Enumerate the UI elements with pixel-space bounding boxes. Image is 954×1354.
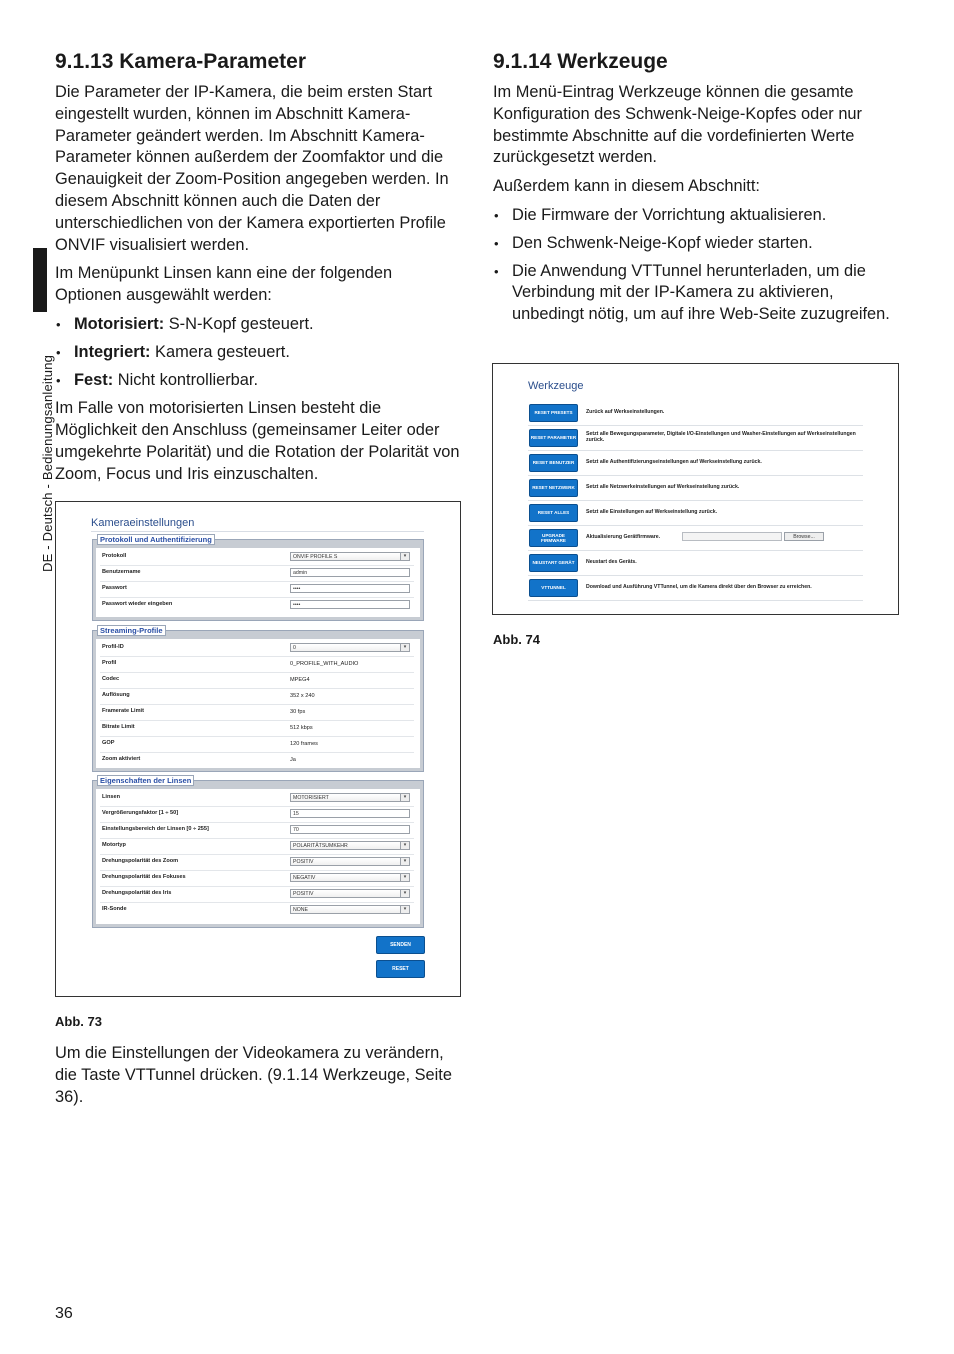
- left-column: [55, 48, 463, 493]
- paragraph-motorized-lens: Im Falle von motorisierten Linsen besteht die Möglichkeit den Anschluss (gemeinsamer Leiter oder umgekehrte Polarität) und die Rotation der Polarität von Zoom, Focus und Iris einzuschalten.: [55, 399, 460, 483]
- field-label: Zoom aktiviert: [102, 756, 141, 762]
- field-label: Motortyp: [102, 842, 126, 848]
- bullet-text: S-N-Kopf gesteuert.: [164, 314, 314, 333]
- protokoll-select[interactable]: [290, 552, 410, 561]
- bullet-text: Nicht kontrollierbar.: [113, 370, 259, 389]
- row-bitrate-limit: [100, 720, 414, 737]
- vttunnel-button[interactable]: VTTUNNEL: [529, 579, 578, 597]
- send-button[interactable]: SENDEN: [376, 936, 425, 954]
- select-value: ONVIF PROFILE S: [293, 554, 338, 560]
- field-value: 0_PROFILE_WITH_AUDIO: [290, 661, 359, 667]
- page-number: 36: [55, 1305, 73, 1322]
- row-ir-sonde: [100, 902, 414, 918]
- field-value: 30 fps: [290, 709, 306, 715]
- row-profil-id: [100, 640, 414, 657]
- row-framerate-limit: [100, 704, 414, 721]
- select-value: NEGATIV: [293, 875, 316, 881]
- browse-button[interactable]: Browse...: [784, 532, 824, 541]
- tool-description: Zurück auf Werkseinstellungen.: [586, 409, 665, 415]
- passwort-input[interactable]: ••••: [290, 584, 410, 593]
- row-benutzername: [100, 565, 414, 582]
- bullet-text: Kamera gesteuert.: [150, 342, 290, 361]
- tool-row-neustart-geraet: [528, 551, 863, 576]
- tool-row-reset-presets: [528, 401, 863, 426]
- tool-row-vttunnel: [528, 576, 863, 601]
- row-passwort-wiederholen: [100, 597, 414, 613]
- chevron-down-icon: ▾: [400, 906, 409, 913]
- tool-row-upgrade-firmware: [528, 526, 863, 551]
- reset-parameter-button[interactable]: RESET PARAMETER: [529, 429, 578, 447]
- select-value: POSITIV: [293, 891, 314, 897]
- group-body: [96, 548, 420, 617]
- list-item: • Die Firmware der Vorrichtung aktualisieren.: [493, 205, 901, 227]
- upgrade-firmware-button[interactable]: UPGRADE FIRMWARE: [529, 529, 578, 547]
- field-value: MPEG4: [290, 677, 310, 683]
- row-aufloesung: [100, 688, 414, 705]
- select-value: POLARITÄTSUMKEHR: [293, 843, 348, 849]
- chevron-down-icon: ▾: [400, 794, 409, 801]
- ir-sonde-select[interactable]: [290, 905, 410, 914]
- panel-title: Werkzeuge: [528, 380, 584, 392]
- motortyp-select[interactable]: [290, 841, 410, 850]
- tool-description: Neustart des Geräts.: [586, 559, 637, 565]
- tool-row-reset-netzwerk: [528, 476, 863, 501]
- row-polaritaet-fokus: [100, 870, 414, 887]
- figure-caption-74: Abb. 74: [493, 632, 540, 647]
- field-label: Passwort: [102, 585, 127, 591]
- polaritaet-iris-select[interactable]: [290, 889, 410, 898]
- paragraph-werkzeuge-more: Außerdem kann in diesem Abschnitt:: [493, 177, 760, 196]
- row-profil: [100, 656, 414, 673]
- group-body: [96, 789, 420, 924]
- passwort-confirm-input[interactable]: ••••: [290, 600, 410, 609]
- polaritaet-fokus-select[interactable]: [290, 873, 410, 882]
- figure-caption-73: Abb. 73: [55, 1014, 102, 1029]
- linsen-select[interactable]: [290, 793, 410, 802]
- section-heading-kamera-parameter: 9.1.13 Kamera-Parameter: [55, 50, 306, 73]
- field-label: Profil-ID: [102, 644, 124, 650]
- paragraph-werkzeuge-intro: Im Menü-Eintrag Werkzeuge können die gesamte Konfiguration des Schwenk-Neige-Kopfes oder nur bestimmte Abschnitte auf die vordefinierten Werte zurückgesetzt werden.: [493, 83, 863, 167]
- field-label: Benutzername: [102, 569, 141, 575]
- row-linsen: [100, 790, 414, 807]
- bullet-term: Integriert:: [74, 342, 151, 361]
- field-value: 512 kbps: [290, 725, 313, 731]
- list-item: [55, 314, 463, 336]
- tool-description: Download und Ausführung VTTunnel, um die Kamera direkt über den Browser zu erreichen.: [586, 584, 812, 590]
- linsen-option-list: [55, 314, 463, 391]
- tool-description: Setzt alle Authentifizierungseinstellungen auf Werkseinstellung zurück.: [586, 459, 762, 465]
- list-item: • Den Schwenk-Neige-Kopf wieder starten.: [493, 233, 901, 255]
- list-item: [55, 342, 463, 364]
- firmware-file-input[interactable]: [682, 532, 782, 541]
- werkzeuge-feature-list: [493, 205, 901, 326]
- tool-description: Setzt alle Netzwerkeinstellungen auf Werkseinstellung zurück.: [586, 484, 740, 490]
- figure-werkzeuge: [492, 363, 899, 615]
- field-label: Auflösung: [102, 692, 130, 698]
- paragraph-linsen-options: Im Menüpunkt Linsen kann eine der folgenden Optionen ausgewählt werden:: [55, 264, 393, 305]
- list-item: [55, 370, 463, 392]
- tool-row-reset-alles: [528, 501, 863, 526]
- list-item: • Die Anwendung VTTunnel herunterladen, um die Verbindung mit der IP-Kamera zu aktivieren, unbedingt nötig, um auf ihre Web-Seite zuzugreifen.: [493, 261, 901, 326]
- field-label: Framerate Limit: [102, 708, 144, 714]
- field-label: GOP: [102, 740, 115, 746]
- field-label: Linsen: [102, 794, 121, 800]
- neustart-geraet-button[interactable]: NEUSTART GERÄT: [529, 554, 578, 572]
- row-motortyp: [100, 838, 414, 855]
- field-label: Passwort wieder eingeben: [102, 601, 173, 607]
- chevron-down-icon: ▾: [400, 890, 409, 897]
- row-zoom-aktiviert: [100, 752, 414, 768]
- group-legend: Streaming-Profile: [97, 625, 166, 636]
- left-column-bottom: [55, 1043, 463, 1115]
- group-body: [96, 639, 420, 768]
- reset-alles-button[interactable]: RESET ALLES: [529, 504, 578, 522]
- row-einstellungsbereich: [100, 822, 414, 839]
- row-polaritaet-zoom: [100, 854, 414, 871]
- row-polaritaet-iris: [100, 886, 414, 903]
- field-value: Ja: [290, 757, 296, 763]
- chevron-down-icon: ▾: [400, 644, 409, 651]
- tool-row-reset-benutzer: [528, 451, 863, 476]
- group-legend: Protokoll und Authentifizierung: [97, 534, 215, 545]
- paragraph-intro: Die Parameter der IP-Kamera, die beim ersten Start eingestellt wurden, können im Abschnitt Kamera-Parameter geändert werden. Im Abschnitt Kamera-Parameter können außerdem der Zoomfaktor und die Genauigkeit der Zoom-Position angegeben werden. In diesem Abschnitt können auch die Daten der unterschiedlichen von der Kamera exportierten Profile ONVIF visualisiert werden.: [55, 83, 449, 254]
- row-codec: [100, 672, 414, 689]
- field-label: Codec: [102, 676, 120, 682]
- einstellungsbereich-input[interactable]: 70: [290, 825, 410, 834]
- row-protokoll: [100, 549, 414, 566]
- right-column: [493, 48, 901, 333]
- vergroesserungsfaktor-input[interactable]: 15: [290, 809, 410, 818]
- group-streaming-profile: [92, 626, 424, 772]
- panel-title: Kameraeinstellungen: [91, 517, 195, 529]
- chevron-down-icon: ▾: [400, 858, 409, 865]
- field-label: Protokoll: [102, 553, 127, 559]
- chevron-down-icon: ▾: [400, 553, 409, 560]
- field-label: Einstellungsbereich der Linsen [0 ÷ 255]: [102, 826, 209, 832]
- field-label: Drehungspolarität des Iris: [102, 890, 172, 896]
- tool-description: Setzt alle Bewegungsparameter, Digitale I/O-Einstellungen und Washer-Einstellungen auf Werkseinstellungen zurück.: [586, 431, 856, 444]
- tool-row-reset-parameter: [528, 426, 863, 451]
- select-value: NONE: [293, 907, 308, 913]
- benutzername-input[interactable]: admin: [290, 568, 410, 577]
- row-vergroesserungsfaktor: [100, 806, 414, 823]
- row-passwort: [100, 581, 414, 598]
- select-value: POSITIV: [293, 859, 314, 865]
- profil-id-select[interactable]: [290, 643, 410, 652]
- title-divider: [91, 531, 424, 532]
- field-label: Profil: [102, 660, 117, 666]
- select-value: MOTORISIERT: [293, 795, 329, 801]
- select-value: 0: [293, 645, 296, 651]
- figure-kameraeinstellungen: [55, 501, 461, 997]
- bullet-term: Fest:: [74, 370, 114, 389]
- section-heading-werkzeuge: 9.1.14 Werkzeuge: [493, 50, 668, 73]
- field-value: 120 frames: [290, 741, 318, 747]
- group-protokoll: [92, 535, 424, 621]
- group-legend: Eigenschaften der Linsen: [97, 775, 194, 786]
- group-eigenschaften-linsen: [92, 776, 424, 928]
- field-label: Vergrößerungsfaktor [1 ÷ 50]: [102, 810, 179, 816]
- field-value: 352 x 240: [290, 693, 315, 699]
- side-language-label: DE - Deutsch - Bedienungsanleitung: [40, 354, 55, 572]
- reset-presets-button[interactable]: RESET PRESETS: [529, 404, 578, 422]
- paragraph-vttunnel-hint: Um die Einstellungen der Videokamera zu verändern, die Taste VTTunnel drücken. (9.1.14 Werkzeuge, Seite 36).: [55, 1044, 452, 1106]
- tool-description: Setzt alle Einstellungen auf Werkseinstellung zurück.: [586, 509, 718, 515]
- bullet-term: Motorisiert:: [74, 314, 165, 333]
- reset-netzwerk-button[interactable]: RESET NETZWERK: [529, 479, 578, 497]
- field-label: Drehungspolarität des Zoom: [102, 858, 179, 864]
- field-label: Drehungspolarität des Fokuses: [102, 874, 186, 880]
- reset-button[interactable]: RESET: [376, 960, 425, 978]
- chevron-down-icon: ▾: [400, 842, 409, 849]
- reset-benutzer-button[interactable]: RESET BENUTZER: [529, 454, 578, 472]
- section-tab-marker: [33, 248, 47, 312]
- chevron-down-icon: ▾: [400, 874, 409, 881]
- field-label: Bitrate Limit: [102, 724, 135, 730]
- polaritaet-zoom-select[interactable]: [290, 857, 410, 866]
- field-label: IR-Sonde: [102, 906, 127, 912]
- tool-description: Aktualisierung Gerätfirmware.: [586, 534, 661, 540]
- row-gop: [100, 736, 414, 753]
